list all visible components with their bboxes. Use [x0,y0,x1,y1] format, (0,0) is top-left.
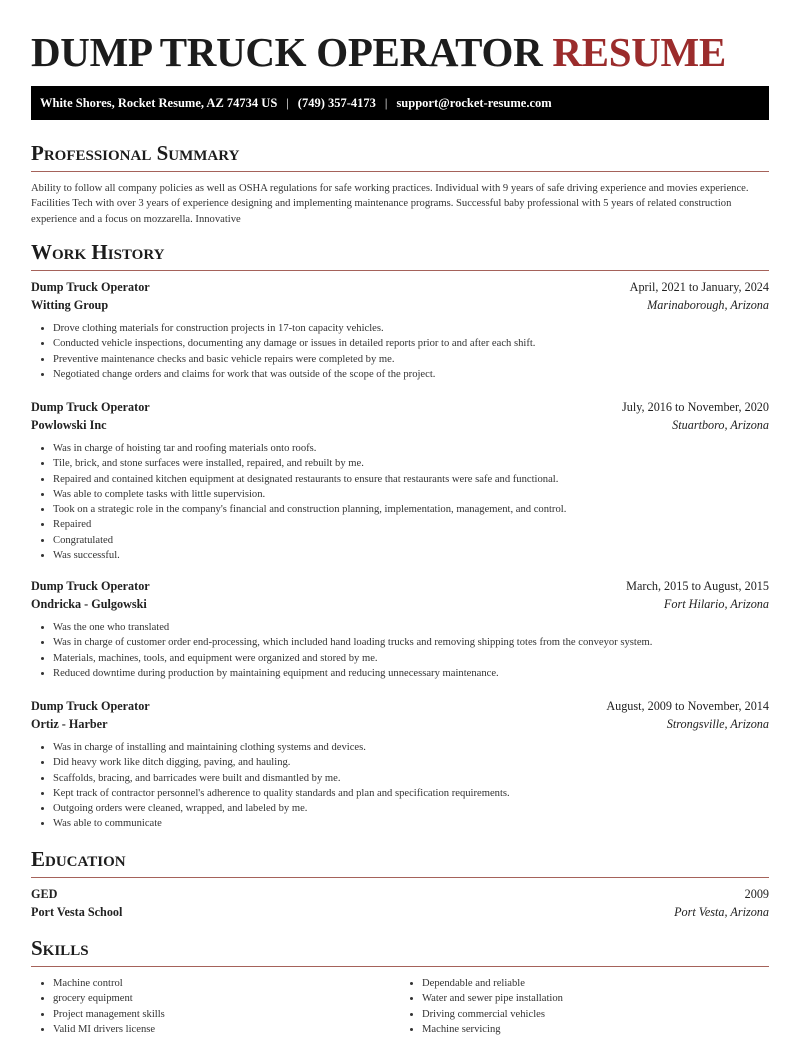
contact-address: White Shores, Rocket Resume, AZ 74734 US [40,95,278,110]
job-bullets [31,620,769,681]
job-bullet: • Tile, brick, and stone surfaces were installed, repaired, and rebuilt by me. [53,456,769,471]
job-bullet: • Drove clothing materials for construction projects in 17-ton capacity vehicles. [53,321,769,336]
contact-email[interactable]: support@rocket-resume.com [396,95,552,110]
job-company: Witting Group [31,297,109,312]
job-bullet: • Scaffolds, bracing, and barricades were built and dismantled by me. [53,771,769,786]
job-bullet: • Was successful. [53,548,769,563]
contact-phone[interactable]: (749) 357-4173 [297,95,376,110]
job-bullet: • Was in charge of installing and maintaining clothing systems and devices. [53,740,769,755]
summary-text: Ability to follow all company policies as well as OSHA regulations for safe working practices. Individual with 9 years of safe driving experience and movies experience. Facilities Tech with over 3 years of experience designing and implementing maintenance programs. Successful baby professional with 5 years of related construction experience and a focus on mozzarella. Innovative [31,183,749,225]
job-location: Stuartboro, Arizona [672,417,769,432]
job-entry [31,400,769,563]
skills-heading: Skills [31,936,769,967]
skill-item: • Machine servicing [422,1022,769,1037]
contact-bar [31,86,769,120]
job-bullet: • Was in charge of customer order end-processing, which included hand loading trucks and removing shipping totes from the conveyor system. [53,635,769,650]
skill-item: • Machine control [53,976,400,991]
skill-item: • Water and sewer pipe installation [422,991,769,1006]
job-entry [31,699,769,832]
education-year: 2009 [744,887,769,901]
job-dates: March, 2015 to August, 2015 [626,579,769,593]
contact-separator: | [384,95,388,110]
skill-item: • Project management skills [53,1007,400,1022]
skill-item: • Driving commercial vehicles [422,1007,769,1022]
education-heading: Education [31,847,769,878]
skill-item: • Dependable and reliable [422,976,769,991]
work-history-heading: Work History [31,240,769,271]
summary-heading: Professional Summary [31,141,769,172]
education-degree: GED [31,887,58,901]
job-company: Powlowski Inc [31,417,107,432]
job-location: Strongsville, Arizona [666,716,769,731]
job-bullet: • Was able to communicate [53,816,769,831]
job-bullet: • Was in charge of hoisting tar and roofing materials onto roofs. [53,441,769,456]
job-bullet: • Materials, machines, tools, and equipment were organized and stored by me. [53,651,769,666]
job-entry [31,280,769,382]
job-location: Fort Hilario, Arizona [663,596,769,611]
job-bullet: • Conducted vehicle inspections, documenting any damage or issues in detailed reports prior to and after each shift. [53,336,769,351]
title-accent: RESUME [552,29,726,75]
skills-list [31,976,769,1037]
skill-item: • Valid MI drivers license [53,1022,400,1037]
job-dates: April, 2021 to January, 2024 [629,280,769,294]
job-bullet: • Kept track of contractor personnel's adherence to quality standards and plan and specification requirements. [53,786,769,801]
job-bullet: • Congratulated [53,533,769,548]
job-bullet: • Outgoing orders were cleaned, wrapped, and labeled by me. [53,801,769,816]
job-bullet: • Repaired and contained kitchen equipment at designated restaurants to ensure that restaurants were safe and functional. [53,472,769,487]
job-location: Marinaborough, Arizona [647,297,769,312]
resume-title [31,28,726,76]
education-entry [31,887,769,922]
education-location: Port Vesta, Arizona [674,904,769,919]
job-bullet: • Was able to complete tasks with little supervision. [53,487,769,502]
title-main: DUMP TRUCK OPERATOR [31,29,543,75]
skill-item: • grocery equipment [53,991,400,1006]
skills-column-left [31,976,400,1037]
job-title: Dump Truck Operator [31,400,150,414]
job-bullets [31,740,769,832]
job-company: Ondricka - Gulgowski [31,596,147,611]
contact-separator: | [286,95,289,110]
skills-column-right [400,976,769,1037]
job-bullet: • Was the one who translated [53,620,769,635]
job-bullet: • Preventive maintenance checks and basic vehicle repairs were completed by me. [53,352,769,367]
job-bullet: • Repaired [53,517,769,532]
job-bullet: • Negotiated change orders and claims for work that was outside of the scope of the project. [53,367,769,382]
job-bullets [31,441,769,563]
job-title: Dump Truck Operator [31,699,150,713]
job-bullets [31,321,769,382]
job-title: Dump Truck Operator [31,280,150,294]
job-company: Ortiz - Harber [31,716,108,731]
job-dates: July, 2016 to November, 2020 [622,400,769,414]
job-entry [31,579,769,681]
job-title: Dump Truck Operator [31,579,150,593]
job-dates: August, 2009 to November, 2014 [606,699,769,713]
job-bullet: • Took on a strategic role in the company's financial and construction planning, implementation, management, and control. [53,502,769,517]
job-bullet: • Did heavy work like ditch digging, paving, and hauling. [53,755,769,770]
education-school: Port Vesta School [31,904,123,919]
job-bullet: • Reduced downtime during production by maintaining equipment and reducing unnecessary maintenance. [53,666,769,681]
